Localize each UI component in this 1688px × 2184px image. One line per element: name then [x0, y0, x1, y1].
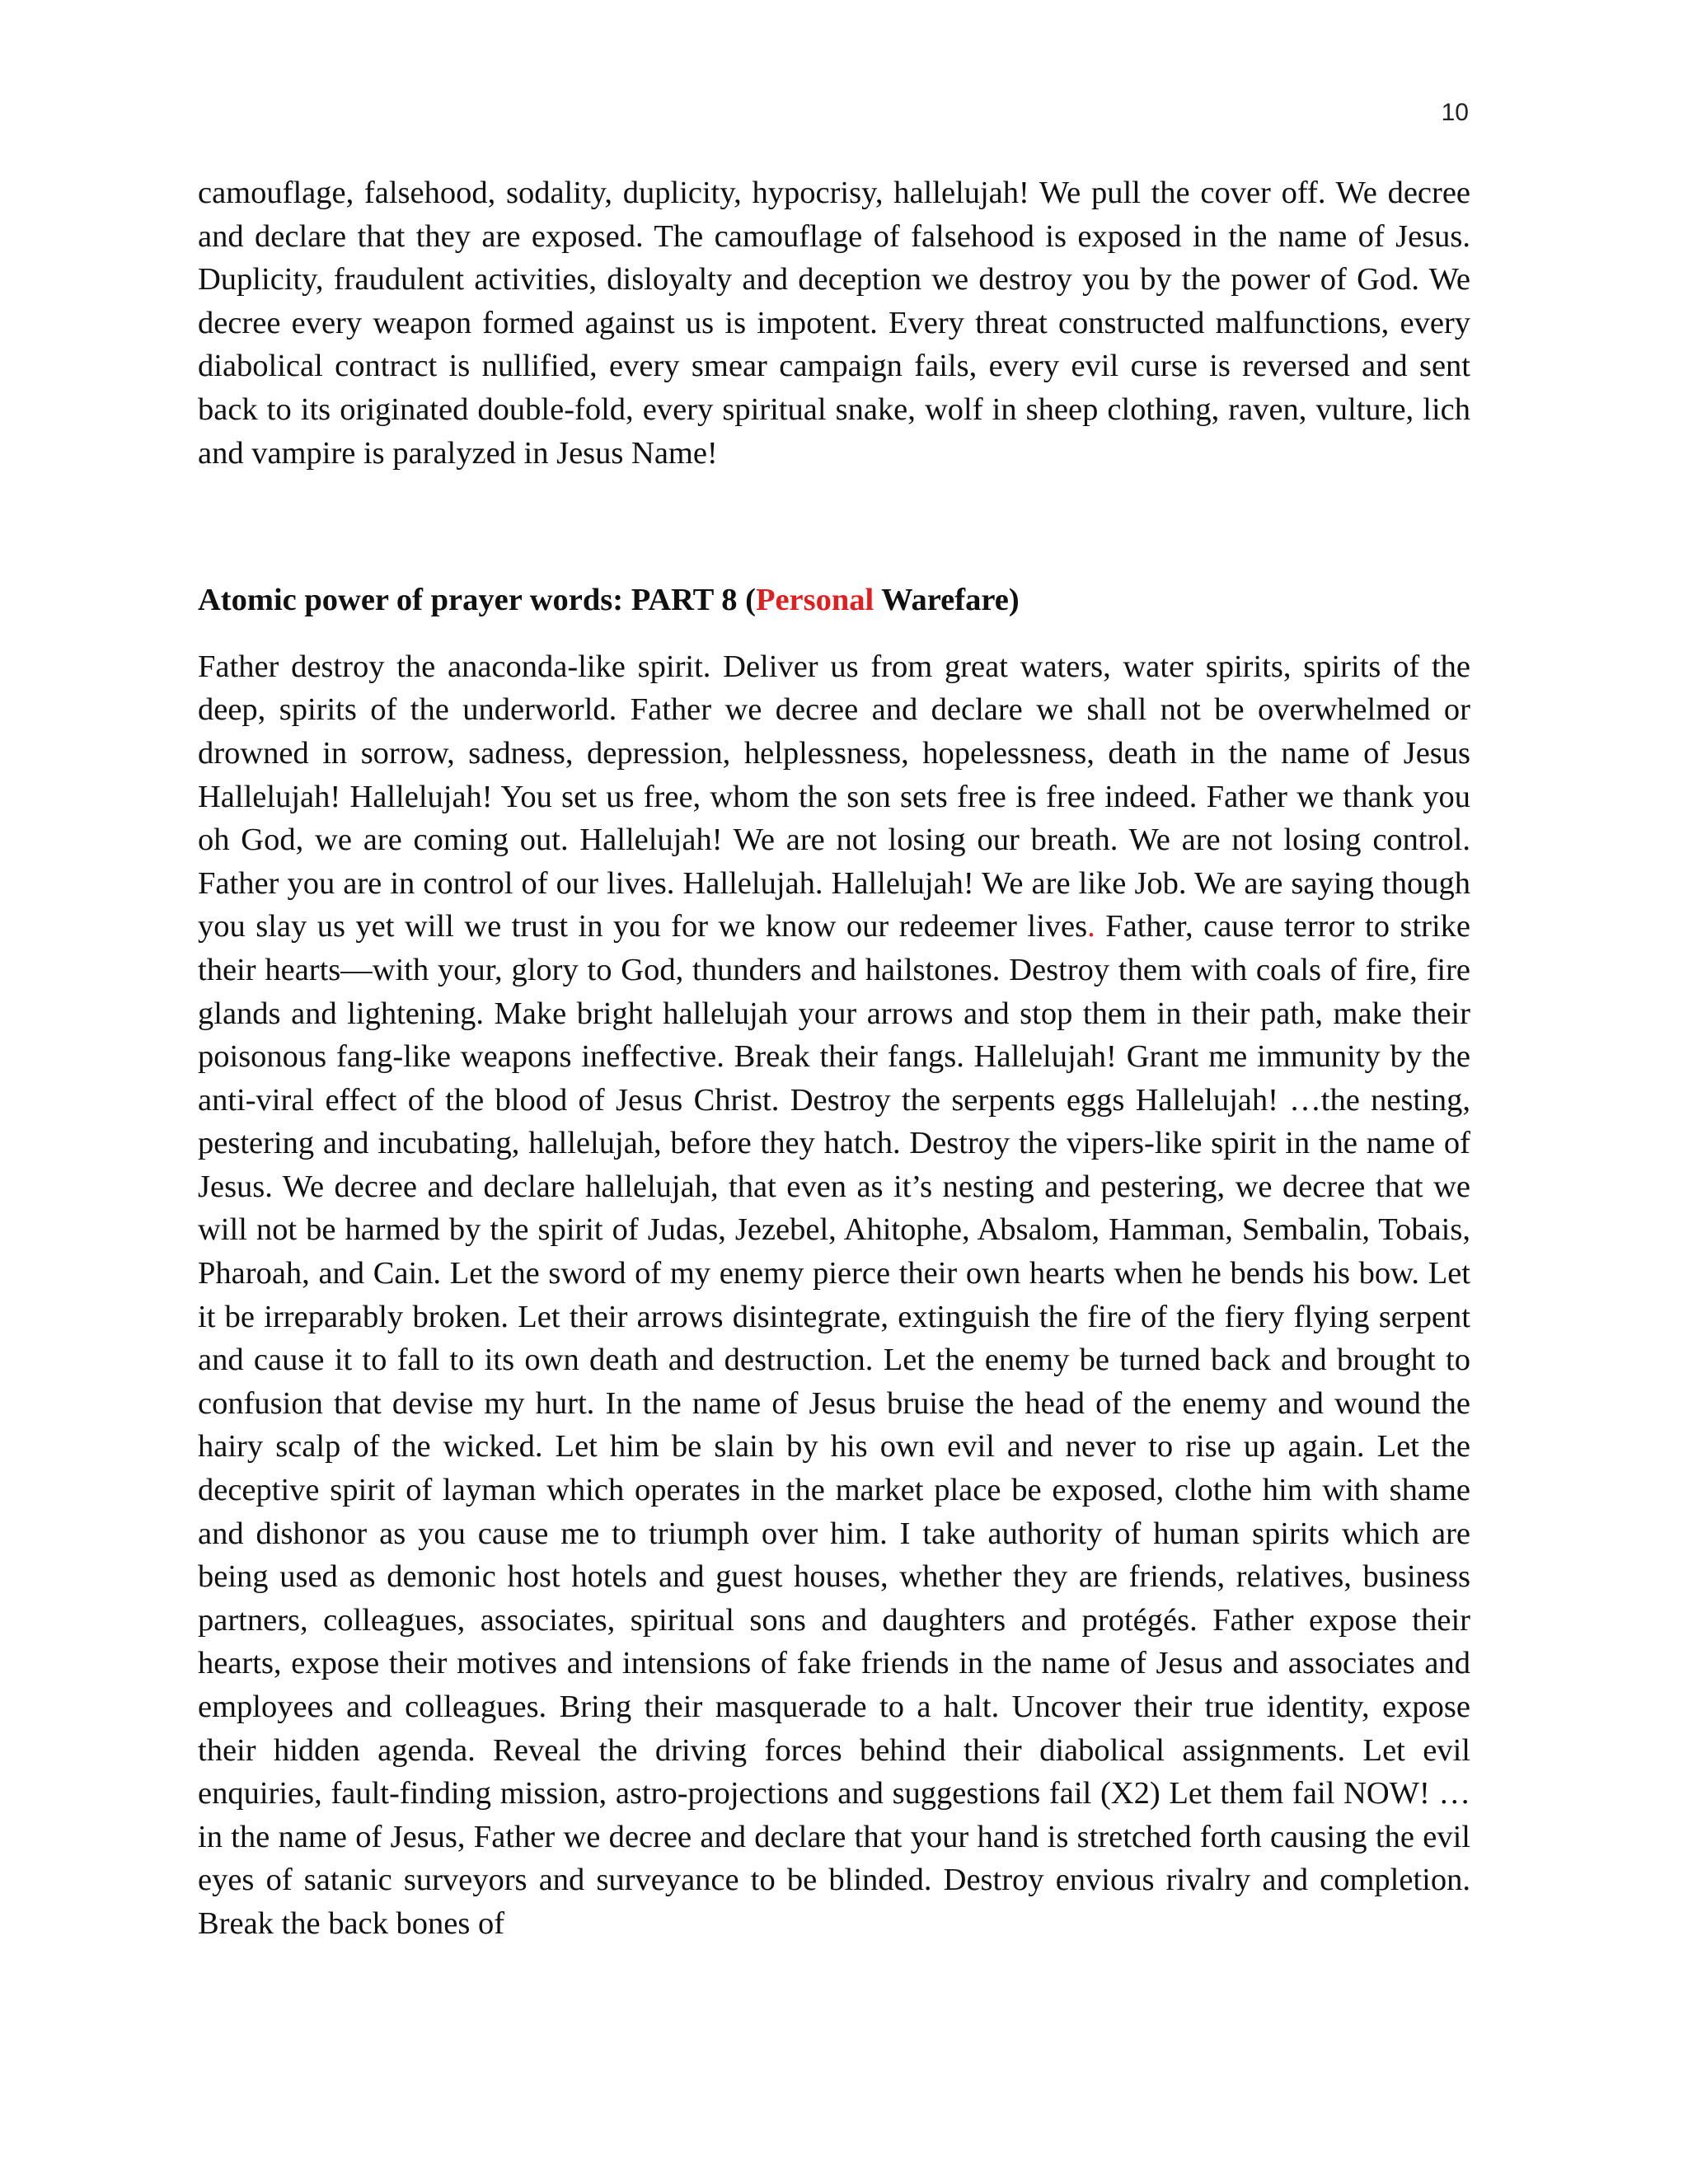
main-paragraph-red-period: . [1087, 909, 1095, 944]
intro-paragraph: camouflage, falsehood, sodality, duplicity, hypocrisy, hallelujah! We pull the cover off. We decree and declare that they are exposed. The camouflage of falsehood is exposed in the name of Jesus. Duplicity, fraudulent activities, disloyalty and deception we destroy you by the power of God. We decree every weapon formed against us is impotent. Every threat constructed malfunctions, every diabolical contract is nullified, every smear campaign fails, every evil curse is reversed and sent back to its originated double-fold, every spiritual snake, wolf in sheep clothing, raven, vulture, lich and vampire is paralyzed in Jesus Name! [198, 176, 1470, 471]
section-heading [198, 579, 1470, 622]
main-paragraph [198, 645, 1470, 1946]
main-paragraph-part2: Father, cause terror to strike their hearts—with your, glory to God, thunders and hailstones. Destroy them with coals of fire, fire glands and lightening. Make bright hallelujah your arrows and stop them in their path, make their poisonous fang-like weapons ineffective. Break their fangs. Hallelujah! Grant me immunity by the anti-viral effect of the blood of Jesus Christ. Destroy the serpents eggs Hallelujah! …the nesting, pestering and incubating, hallelujah, before they hatch. Destroy the vipers-like spirit in the name of Jesus. We decree and declare hallelujah, that even as it’s nesting and pestering, we decree that we will not be harmed by the spirit of Judas, Jezebel, Ahitophe, Absalom, Hamman, Sembalin, Tobais, Pharoah, and Cain. Let the sword of my enemy pierce their own hearts when he bends his bow. Let it be irreparably broken. Let their arrows disintegrate, extinguish the fire of the fiery flying serpent and cause it to fall to its own death and destruction. Let the enemy be turned back and brought to confusion that devise my hurt. In the name of Jesus bruise the head of the enemy and wound the hairy scalp of the wicked. Let him be slain by his own evil and never to rise up again. Let the deceptive spirit of layman which operates in the market place be exposed, clothe him with shame and dishonor as you cause me to triumph over him. I take authority of human spirits which are being used as demonic host hotels and guest houses, whether they are friends, relatives, business partners, colleagues, associates, spiritual sons and daughters and protégés. Father expose their hearts, expose their motives and intensions of fake friends in the name of Jesus and associates and employees and colleagues. Bring their masquerade to a halt. Uncover their true identity, expose their hidden agenda. Reveal the driving forces behind their diabolical assignments. Let evil enquiries, fault-finding mission, astro-projections and suggestions fail (X2) Let them fail NOW! …in the name of Jesus, Father we decree and declare that your hand is stretched forth causing the evil eyes of satanic surveyors and surveyance to be blinded. Destroy envious rivalry and completion. Break the back bones of [198, 909, 1470, 1941]
section-heading-prefix: Atomic power of prayer words: PART 8 ( [198, 583, 756, 618]
spacer [198, 622, 1470, 645]
page-number: 10 [1441, 99, 1469, 126]
page-content [198, 171, 1470, 1946]
main-paragraph-part1: Father destroy the anaconda-like spirit. Deliver us from great waters, water spirits, spirits of the deep, spirits of the underworld. Father we decree and declare we shall not be overwhelmed or drowned in sorrow, sadness, depression, helplessness, hopelessness, death in the name of Jesus Hallelujah! Hallelujah! You set us free, whom the son sets free is free indeed. Father we thank you oh God, we are coming out. Hallelujah! We are not losing our breath. We are not losing control. Father you are in control of our lives. Hallelujah. Hallelujah! We are like Job. We are saying though you slay us yet will we trust in you for we know our redeemer lives [198, 649, 1470, 944]
section-heading-suffix: Warefare) [874, 583, 1020, 618]
section-heading-accent: Personal [755, 583, 874, 618]
